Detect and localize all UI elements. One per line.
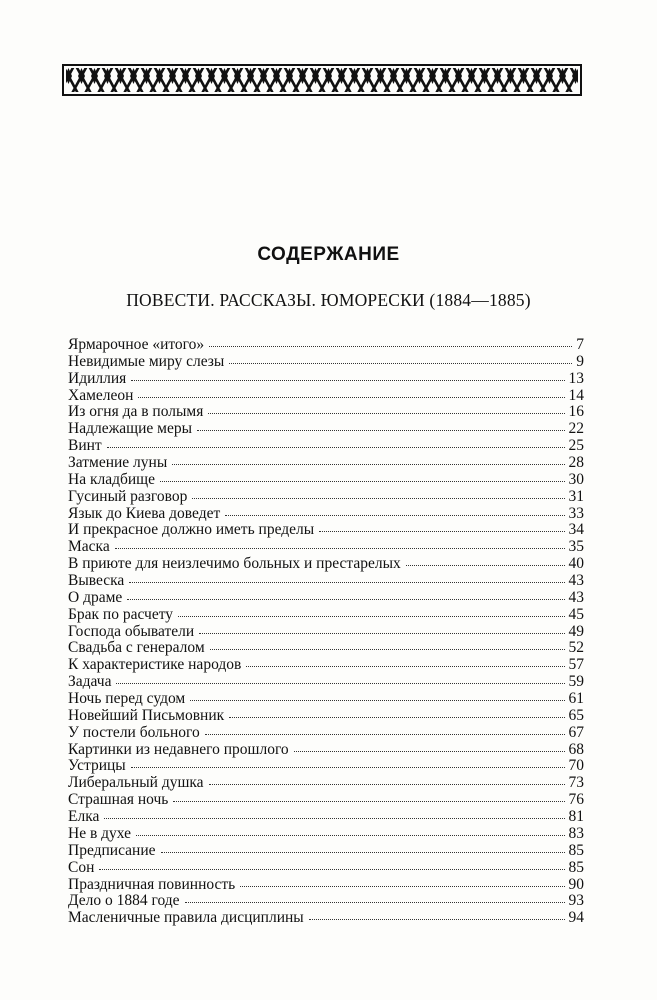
- dot-leader: [99, 868, 564, 870]
- dot-leader: [208, 412, 564, 414]
- toc-entry-title: Устрицы: [68, 757, 126, 775]
- dot-leader: [229, 362, 572, 364]
- toc-entry-title: Из огня да в полымя: [68, 403, 204, 421]
- toc-entry-page: 85: [568, 858, 584, 876]
- toc-entry-title: К характеристике народов: [68, 656, 242, 674]
- toc-entry-title: На кладбище: [68, 470, 155, 488]
- toc-entry-title: Дело о 1884 годе: [68, 892, 180, 910]
- toc-entry-title: Невидимые миру слезы: [68, 352, 225, 370]
- dot-leader: [229, 716, 564, 718]
- dot-leader: [116, 682, 564, 684]
- toc-entry: [68, 337, 584, 354]
- toc-entry: [68, 506, 584, 523]
- toc-entry-page: 25: [568, 437, 584, 455]
- toc-entry-page: 49: [568, 622, 584, 640]
- dot-leader: [115, 547, 565, 549]
- toc-entry: [68, 438, 584, 455]
- toc-entry: [68, 691, 584, 708]
- toc-entry-page: 7: [576, 336, 584, 353]
- toc-entry-page: 85: [568, 841, 584, 859]
- toc-entry-page: 90: [568, 875, 584, 893]
- toc-entry-title: Гусиный разговор: [68, 487, 188, 505]
- toc-entry: [68, 860, 584, 877]
- toc-entry-title: Елка: [68, 808, 100, 826]
- dot-leader: [161, 851, 565, 853]
- dot-leader: [129, 581, 564, 583]
- toc-entry: [68, 388, 584, 405]
- toc-entry-title: Задача: [68, 673, 112, 691]
- toc-entry-page: 52: [568, 639, 584, 657]
- table-of-contents: [68, 337, 584, 927]
- toc-entry-page: 81: [568, 808, 584, 826]
- toc-entry-page: 67: [568, 723, 584, 741]
- toc-entry-page: 13: [568, 369, 584, 387]
- toc-entry-page: 45: [568, 605, 584, 623]
- toc-entry: [68, 826, 584, 843]
- toc-entry-title: Винт: [68, 437, 102, 455]
- dot-leader: [209, 345, 572, 347]
- toc-entry-page: 14: [568, 386, 584, 404]
- toc-entry-page: 28: [568, 454, 584, 472]
- dot-leader: [172, 463, 564, 465]
- dot-leader: [178, 615, 564, 617]
- toc-entry: [68, 843, 584, 860]
- toc-entry-page: 59: [568, 673, 584, 691]
- toc-entry: [68, 472, 584, 489]
- toc-entry-title: Маска: [68, 538, 110, 556]
- toc-entry: [68, 404, 584, 421]
- toc-entry-title: Затмение луны: [68, 454, 168, 472]
- toc-entry: [68, 573, 584, 590]
- toc-entry-title: О драме: [68, 588, 123, 606]
- toc-entry-page: 9: [576, 352, 584, 370]
- dot-leader: [197, 429, 565, 431]
- toc-entry: [68, 657, 584, 674]
- toc-entry-title: У постели больного: [68, 723, 200, 741]
- toc-entry: [68, 725, 584, 742]
- toc-entry-title: Не в духе: [68, 824, 132, 842]
- dot-leader: [319, 530, 564, 532]
- toc-entry-title: Язык до Киева доведет: [68, 504, 221, 522]
- dot-leader: [246, 665, 564, 667]
- toc-entry: [68, 556, 584, 573]
- dot-leader: [107, 446, 565, 448]
- toc-entry: [68, 590, 584, 607]
- toc-entry-title: Новейший Письмовник: [68, 706, 225, 724]
- toc-entry: [68, 775, 584, 792]
- dot-leader: [131, 766, 565, 768]
- dot-leader: [138, 396, 564, 398]
- toc-entry: [68, 674, 584, 691]
- dot-leader: [192, 497, 564, 499]
- toc-entry-page: 94: [568, 909, 584, 927]
- toc-entry-page: 34: [568, 521, 584, 539]
- toc-entry-page: 57: [568, 656, 584, 674]
- toc-entry-page: 43: [568, 588, 584, 606]
- toc-entry-title: Либеральный душка: [68, 774, 204, 792]
- toc-entry-title: Идиллия: [68, 369, 127, 387]
- toc-entry: [68, 421, 584, 438]
- toc-entry-title: Масленичные правила дисциплины: [68, 909, 304, 927]
- ornament-border: [62, 64, 582, 96]
- dot-leader: [406, 564, 565, 566]
- toc-entry: [68, 910, 584, 927]
- toc-entry: [68, 792, 584, 809]
- toc-entry: [68, 455, 584, 472]
- dot-leader: [210, 648, 565, 650]
- toc-entry-title: Ночь перед судом: [68, 690, 186, 708]
- toc-entry: [68, 758, 584, 775]
- toc-entry-title: Ярмарочное «итого»: [68, 336, 205, 353]
- toc-entry: [68, 893, 584, 910]
- dot-leader: [136, 834, 564, 836]
- dot-leader: [173, 800, 564, 802]
- toc-entry-page: 40: [568, 555, 584, 573]
- toc-entry-page: 83: [568, 824, 584, 842]
- toc-entry-page: 30: [568, 470, 584, 488]
- toc-entry: [68, 708, 584, 725]
- toc-entry-title: Надлежащие меры: [68, 420, 192, 438]
- toc-entry-page: 73: [568, 774, 584, 792]
- dot-leader: [309, 918, 565, 920]
- page-title: СОДЕРЖАНИЕ: [257, 244, 400, 265]
- toc-entry: [68, 624, 584, 641]
- toc-entry-title: Сон: [68, 858, 95, 876]
- toc-entry-title: Хамелеон: [68, 386, 134, 404]
- toc-entry: [68, 877, 584, 894]
- dot-leader: [209, 783, 565, 785]
- dot-leader: [294, 750, 565, 752]
- toc-entry-page: 68: [568, 740, 584, 758]
- toc-entry-page: 70: [568, 757, 584, 775]
- toc-entry-page: 43: [568, 572, 584, 590]
- toc-entry: [68, 489, 584, 506]
- toc-entry-title: Предписание: [68, 841, 156, 859]
- dot-leader: [205, 733, 565, 735]
- dot-leader: [225, 514, 564, 516]
- toc-entry-title: В приюте для неизлечимо больных и престарелых: [68, 555, 401, 573]
- toc-entry: [68, 742, 584, 759]
- dot-leader: [199, 632, 564, 634]
- dot-leader: [104, 817, 564, 819]
- dot-leader: [131, 379, 564, 381]
- dot-leader: [190, 699, 564, 701]
- toc-entry-page: 33: [568, 504, 584, 522]
- dot-leader: [127, 598, 564, 600]
- toc-entry-page: 76: [568, 791, 584, 809]
- toc-entry-title: Картинки из недавнего прошлого: [68, 740, 289, 758]
- toc-entry-page: 61: [568, 690, 584, 708]
- toc-entry: [68, 354, 584, 371]
- toc-entry-page: 93: [568, 892, 584, 910]
- toc-entry-page: 35: [568, 538, 584, 556]
- toc-entry: [68, 522, 584, 539]
- dot-leader: [240, 885, 564, 887]
- section-subtitle: ПОВЕСТИ. РАССКАЗЫ. ЮМОРЕСКИ (1884—1885): [126, 290, 531, 310]
- toc-entry-page: 31: [568, 487, 584, 505]
- toc-entry-title: Господа обыватели: [68, 622, 195, 640]
- toc-entry: [68, 371, 584, 388]
- toc-entry: [68, 607, 584, 624]
- toc-entry: [68, 539, 584, 556]
- toc-entry: [68, 809, 584, 826]
- toc-entry-page: 22: [568, 420, 584, 438]
- toc-entry-title: Страшная ночь: [68, 791, 169, 809]
- toc-entry-title: И прекрасное должно иметь пределы: [68, 521, 315, 539]
- toc-entry-title: Брак по расчету: [68, 605, 174, 623]
- toc-entry-title: Вывеска: [68, 572, 125, 590]
- toc-entry-title: Свадьба с генералом: [68, 639, 205, 657]
- toc-entry-page: 16: [568, 403, 584, 421]
- dot-leader: [160, 480, 565, 482]
- toc-entry-page: 65: [568, 706, 584, 724]
- toc-entry-title: Праздничная повинность: [68, 875, 236, 893]
- dot-leader: [185, 901, 565, 903]
- toc-entry: [68, 640, 584, 657]
